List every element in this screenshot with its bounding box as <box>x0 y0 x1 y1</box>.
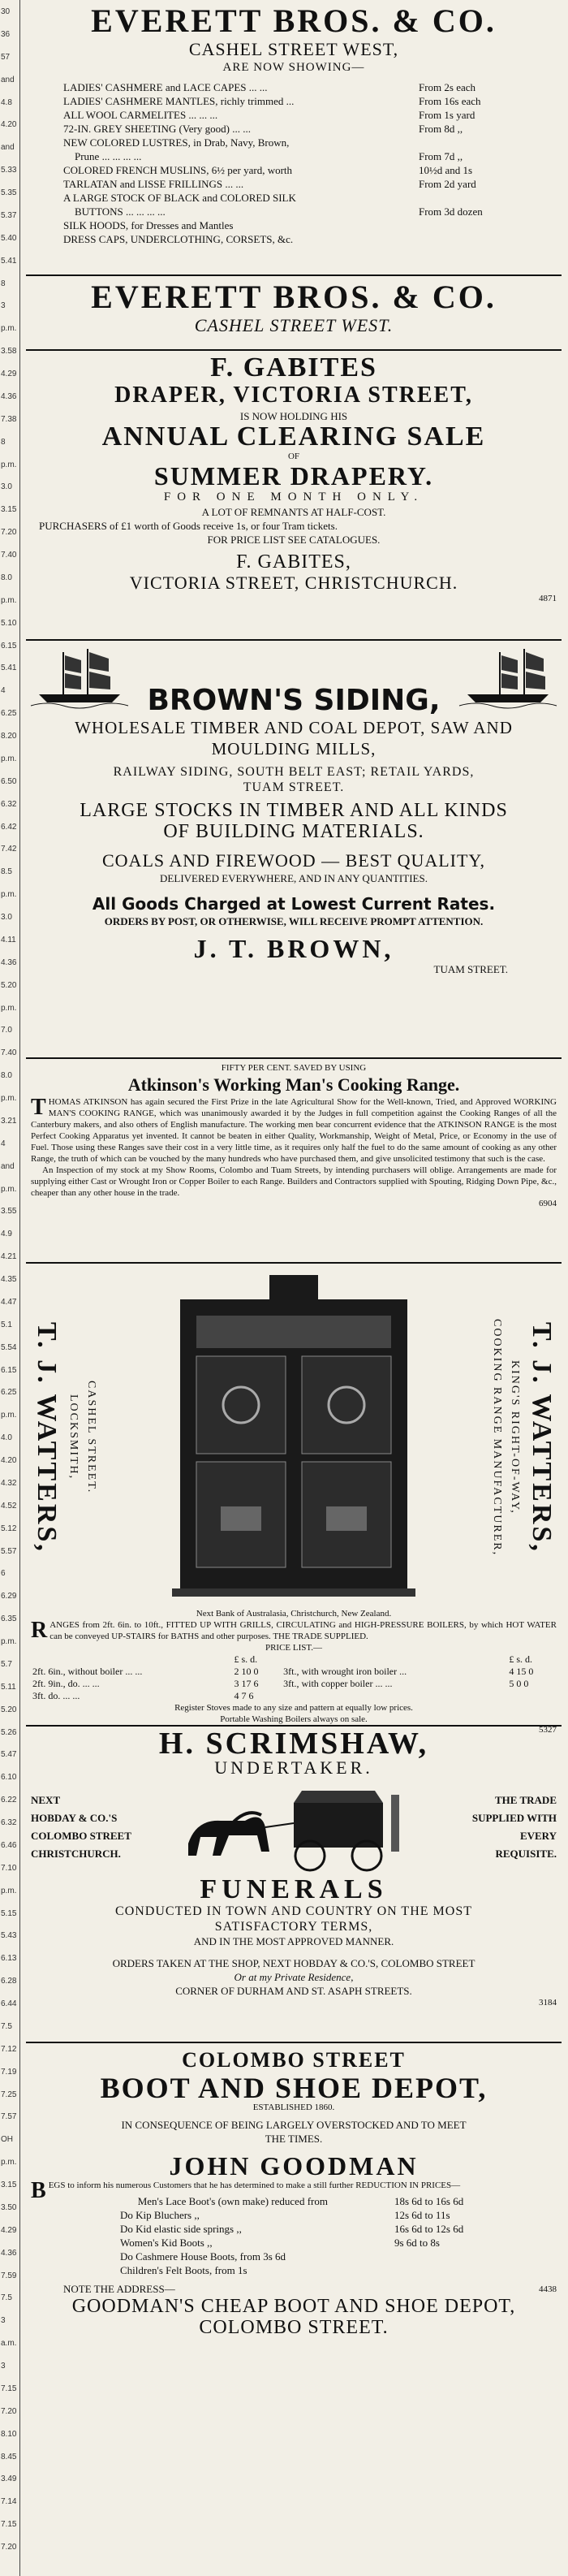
scrimshaw-left-line: COLOMBO STREET <box>31 1830 131 1842</box>
everett-item-row <box>31 177 557 191</box>
gutter-mark: 7.5 <box>1 2293 12 2302</box>
price-table-column-head: £ s. d. <box>509 1653 533 1665</box>
goodman-item-row <box>31 2263 557 2277</box>
gutter-mark: 7.15 <box>1 2520 17 2529</box>
goodman-item-price <box>394 2263 557 2277</box>
gutter-mark: 3.50 <box>1 2203 17 2212</box>
gutter-mark: 3 <box>1 2316 6 2325</box>
everett-item-price: From 2s each <box>419 81 476 93</box>
everett-item-row <box>31 136 557 149</box>
gutter-mark: p.m. <box>1 1094 17 1103</box>
gutter-mark: 5.1 <box>1 1320 12 1329</box>
goodman-price-list <box>31 2194 557 2277</box>
atkinson-advertisement <box>26 1059 562 1264</box>
goodman-item-row <box>49 2194 557 2208</box>
gutter-mark: 7.12 <box>1 2045 17 2054</box>
everett-item-row <box>31 163 557 177</box>
gutter-mark: 6.32 <box>1 1818 17 1827</box>
gutter-mark: 5.37 <box>1 211 17 220</box>
gutter-mark: 5.41 <box>1 663 17 672</box>
gutter-mark: 5.41 <box>1 257 17 266</box>
watters-left-street: CASHEL STREET. <box>85 1381 97 1494</box>
everett-item-row <box>31 191 557 205</box>
everett-item-label: COLORED FRENCH MUSLINS, 6½ per yard, worth <box>63 164 293 176</box>
gutter-mark: 4.20 <box>1 120 17 129</box>
gutter-mark: OH <box>1 2135 13 2144</box>
scrimshaw-right-line: REQUISITE. <box>495 1848 557 1860</box>
cooking-range-illustration-icon <box>172 1267 415 1600</box>
gutter-mark: 4.47 <box>1 1298 17 1307</box>
everett-item-label: LADIES' CASHMERE MANTLES, richly trimmed ... <box>63 95 295 107</box>
everett-item-row <box>31 232 557 246</box>
everett-item-label: NEW COLORED LUSTRES, in Drab, Navy, Brown, <box>63 136 290 149</box>
price-row-left-size: 2ft. 6in., without boiler ... ... <box>32 1666 143 1677</box>
everett-bros-advertisement <box>26 0 562 276</box>
gutter-mark: 3.49 <box>1 2474 17 2483</box>
goodman-item-row <box>31 2208 557 2222</box>
scrimshaw-right-line: THE TRADE <box>495 1794 557 1806</box>
gutter-mark: 3.55 <box>1 1207 17 1216</box>
watters-right-role: COOKING RANGE MANUFACTURER, <box>491 1318 503 1557</box>
everett-item-list <box>31 80 557 246</box>
gutter-mark: 5.12 <box>1 1524 17 1533</box>
gutter-mark: 7.42 <box>1 845 17 854</box>
gutter-mark: 7.0 <box>1 1026 12 1035</box>
everett-item-price: From 8d ,, <box>419 123 463 135</box>
watters-stove-panel <box>31 1267 557 1608</box>
gutter-mark: 5.15 <box>1 1909 17 1918</box>
goodman-item-label: Women's Kid Boots ,, <box>120 2237 213 2249</box>
gabites-purchasers: PURCHASERS of £1 worth of Goods receive 1s, or four Tram tickets. <box>39 520 338 532</box>
scrimshaw-role: UNDERTAKER. <box>214 1757 373 1778</box>
everett-item-price <box>419 232 557 246</box>
gutter-mark: 4.32 <box>1 1479 17 1488</box>
watters-note-register: Register Stoves made to any size and pattern at equally low prices. <box>174 1703 413 1713</box>
gutter-mark: 7.40 <box>1 551 17 560</box>
price-row-right-size: 3ft., with copper boiler ... ... <box>283 1678 393 1689</box>
everett-item-label: A LARGE STOCK OF BLACK and COLORED SILK <box>63 192 296 204</box>
scrimshaw-ref-number: 3184 <box>539 1998 557 2008</box>
price-row-right-price: 5 0 0 <box>509 1678 529 1689</box>
gutter-mark: 5.20 <box>1 1705 17 1714</box>
goodman-item-price: 9s 6d to 8s <box>394 2237 440 2249</box>
goodman-item-row <box>31 2222 557 2236</box>
browns-orders-line: ORDERS BY POST, OR OTHERWISE, WILL RECEIVE PROMPT ATTENTION. <box>104 915 484 927</box>
scrimshaw-right-line: EVERY <box>519 1830 557 1842</box>
everett-bros-footer <box>26 276 562 351</box>
everett-item-row <box>31 205 557 218</box>
watters-right-side <box>490 1267 557 1608</box>
gutter-mark: 3 <box>1 301 6 310</box>
gutter-mark: 6.13 <box>1 1954 17 1963</box>
gutter-mark: 4.35 <box>1 1275 17 1284</box>
gutter-mark: 4.36 <box>1 2249 17 2258</box>
gutter-mark: 7.40 <box>1 1048 17 1057</box>
gutter-mark: 8.0 <box>1 573 12 582</box>
everett-item-price: From 7d ,, <box>419 150 463 162</box>
gabites-signature-address: VICTORIA STREET, CHRISTCHURCH. <box>129 573 458 593</box>
browns-materials-line: OF BUILDING MATERIALS. <box>163 821 424 842</box>
gutter-mark: 4.36 <box>1 392 17 401</box>
gutter-mark: 4.29 <box>1 2226 17 2235</box>
gutter-mark: 8 <box>1 279 6 288</box>
gutter-mark: 8.20 <box>1 732 17 741</box>
price-row-left-size: 2ft. 9in., do. ... ... <box>32 1678 100 1689</box>
watters-price-table <box>31 1653 557 1702</box>
gutter-mark: 4 <box>1 1139 6 1148</box>
everett-footer-address: CASHEL STREET WEST. <box>194 315 394 335</box>
gutter-mark: p.m. <box>1 1185 17 1194</box>
watters-left-name: T. J. WATTERS, <box>32 1321 62 1554</box>
everett-item-label: DRESS CAPS, UNDERCLOTHING, CORSETS, &c. <box>63 233 294 245</box>
scrimshaw-name: H. SCRIMSHAW, <box>158 1727 429 1761</box>
gutter-mark: p.m. <box>1 596 17 605</box>
gutter-mark: p.m. <box>1 754 17 763</box>
gutter-mark: 7.20 <box>1 2407 17 2416</box>
watters-advertisement <box>26 1264 562 1735</box>
gutter-mark: 7.19 <box>1 2068 17 2077</box>
gutter-mark: 5.57 <box>1 1547 17 1556</box>
watters-right-name: T. J. WATTERS, <box>527 1321 557 1554</box>
everett-item-price: From 2d yard <box>419 178 476 190</box>
gabites-sale-title: ANNUAL CLEARING SALE <box>101 421 486 452</box>
gutter-mark: 36 <box>1 30 11 39</box>
price-table-header-row <box>31 1653 557 1666</box>
goodman-item-label: Children's Felt Boots, from 1s <box>120 2264 247 2276</box>
gutter-mark: 6.42 <box>1 823 17 832</box>
gutter-mark: p.m. <box>1 1411 17 1420</box>
browns-railway-line: RAILWAY SIDING, SOUTH BELT EAST; RETAIL YARDS, <box>113 765 475 779</box>
gutter-mark: 4.8 <box>1 98 12 107</box>
gutter-mark: p.m. <box>1 1004 17 1013</box>
scrimshaw-left-line: NEXT <box>31 1794 61 1806</box>
gutter-mark: 8.0 <box>1 1071 12 1080</box>
atkinson-body: THOMAS ATKINSON has again secured the First Prize in the late Agricultural Show for the Well-known, Tried, and Approved WORKING MAN'S COOKING RANGE, which was unanimously awarded it by the Judges in full competition against the Cooking Ranges of all the Canterbury makers, and also others of English manufacture. The working men bear concurrent evidence that the ATKINSON RANGE is the most Perfect Cooking Apparatus yet invented. It cannot be beaten in either Quality, Workmanship, Weight of Metal, Price, or Economy in the use of Fuel. Those using these Ranges save their cost in a very little time, as it requires only half the fuel to do the same amount of cooking as any other Range, the truth of which can be vouched by the many hundreds who have purchased them, and give unsolicited testimony that such is the case. <box>31 1095 557 1164</box>
gabites-signature-name: F. GABITES, <box>236 551 351 573</box>
gutter-mark: 3.0 <box>1 482 12 491</box>
goodman-name: JOHN GOODMAN <box>169 2151 419 2181</box>
gutter-mark: 6.25 <box>1 709 17 718</box>
scrimshaw-left-line: HOBDAY & CO.'S <box>31 1812 118 1824</box>
gutter-mark: 7.14 <box>1 2497 17 2506</box>
atkinson-heading: Atkinson's Working Man's Cooking Range. <box>127 1074 460 1095</box>
gutter-mark: 7.20 <box>1 2543 17 2552</box>
browns-stocks-line: LARGE STOCKS IN TIMBER AND ALL KINDS <box>80 800 508 821</box>
gabites-name: F. GABITES <box>210 352 377 383</box>
browns-charged-line: All Goods Charged at Lowest Current Rates. <box>92 894 496 914</box>
browns-siding-name: BROWN'S SIDING, <box>147 684 441 717</box>
price-table-row <box>31 1666 557 1678</box>
goodman-item-price: 18s 6d to 16s 6d <box>394 2195 464 2207</box>
browns-mills-line: MOULDING MILLS, <box>211 739 377 759</box>
gutter-mark: 5.7 <box>1 1660 12 1669</box>
gutter-mark: 5.11 <box>1 1683 16 1692</box>
gutter-mark: 4.29 <box>1 370 17 378</box>
watters-left-side <box>31 1267 97 1608</box>
gabites-summer-drapery: SUMMER DRAPERY. <box>153 461 434 491</box>
goodman-item-price: 12s 6d to 11s <box>394 2209 450 2221</box>
gabites-ref-number: 4871 <box>539 594 557 603</box>
scrimshaw-right-text <box>435 1792 557 1863</box>
goodman-ref-number: 4438 <box>539 2284 557 2294</box>
gutter-mark: 7.25 <box>1 2090 17 2099</box>
gabites-one-month: FOR ONE MONTH ONLY. <box>163 491 424 504</box>
gutter-mark: 6.35 <box>1 1614 17 1623</box>
gutter-mark: 3.15 <box>1 2181 17 2189</box>
goodman-note: NOTE THE ADDRESS— <box>63 2283 175 2295</box>
watters-left-role: LOCKSMITH, <box>67 1394 80 1480</box>
gutter-mark: 3.0 <box>1 913 12 922</box>
scrimshaw-funerals: FUNERALS <box>200 1874 388 1904</box>
gutter-mark: p.m. <box>1 890 17 899</box>
gutter-mark: and <box>1 76 15 84</box>
gutter-mark: p.m. <box>1 324 17 333</box>
everett-item-row <box>31 218 557 232</box>
goodman-colombo-street: COLOMBO STREET <box>182 2048 406 2072</box>
gutter-mark: 8 <box>1 438 6 447</box>
gutter-mark: 6 <box>1 1569 6 1578</box>
hearse-illustration-icon <box>172 1779 415 1876</box>
gabites-draper-line: DRAPER, VICTORIA STREET, <box>114 383 473 408</box>
gutter-mark: 57 <box>1 53 11 62</box>
scrimshaw-approved: AND IN THE MOST APPROVED MANNER. <box>193 1935 394 1947</box>
goodman-item-row <box>31 2250 557 2263</box>
goodman-advertisement <box>26 2043 562 2490</box>
watters-intro: RANGES from 2ft. 6in. to 10ft., FITTED UP WITH GRILLS, CIRCULATING and HIGH-PRESSURE BOILERS, by which HOT WATER can be conveyed UP-STAIRS for BATHS and other purposes. THE TRADE SUPPLIED. <box>31 1618 557 1643</box>
price-row-left-price: 3 17 6 <box>234 1678 259 1689</box>
everett-item-price <box>419 218 557 232</box>
goodman-times: THE TIMES. <box>265 2133 323 2145</box>
goodman-item-label: Do Kid elastic side springs ,, <box>120 2223 242 2235</box>
goodman-note-row <box>31 2282 557 2296</box>
gutter-mark: 5.47 <box>1 1750 17 1759</box>
gutter-mark: 4.20 <box>1 1456 17 1465</box>
watters-ref-number: 5327 <box>539 1725 557 1735</box>
everett-item-label: ALL WOOL CARMELITES ... ... ... <box>63 109 218 121</box>
gutter-mark: and <box>1 143 15 152</box>
gutter-mark: p.m. <box>1 460 17 469</box>
everett-item-label: LADIES' CASHMERE and LACE CAPES ... ... <box>63 81 268 93</box>
price-table-spacer <box>31 1653 233 1666</box>
gutter-mark: 7.38 <box>1 415 17 424</box>
watters-right-street: KING'S RIGHT-OF-WAY, <box>509 1360 521 1515</box>
price-row-left-size: 3ft. do. ... ... <box>32 1690 80 1701</box>
price-row-right-size <box>282 1690 507 1702</box>
atkinson-body-second: An Inspection of my stock at my Show Rooms, Colombo and Tuam Streets, by intending purchasers will oblige. Arrangements are made for supplying either Cast or Wrought Iron or Copper Boiler to each Range. Builders and Contractors supplied with Spouting, Ridging Down Pipe, &c., cheaper than any other house in the trade. <box>31 1165 557 1198</box>
gutter-mark: 4.0 <box>1 1433 12 1442</box>
scrimshaw-hearse-row <box>31 1779 557 1876</box>
gutter-mark: 6.29 <box>1 1592 17 1601</box>
gutter-mark: 30 <box>1 7 11 16</box>
gutter-mark: 6.46 <box>1 1841 17 1850</box>
gutter-mark: 3 <box>1 2362 6 2371</box>
scrimshaw-orders: ORDERS TAKEN AT THE SHOP, NEXT HOBDAY & CO.'S, COLOMBO STREET <box>112 1957 475 1969</box>
scrimshaw-left-line: CHRISTCHURCH. <box>31 1848 121 1860</box>
gutter-mark: 6.32 <box>1 800 17 809</box>
browns-coals-line: COALS AND FIREWOOD — BEST QUALITY, <box>102 850 485 871</box>
ship-illustration-icon <box>459 644 557 709</box>
goodman-footer-street: COLOMBO STREET. <box>199 2317 389 2338</box>
everett-heading: EVERETT BROS. & CO. <box>91 2 497 39</box>
scrimshaw-left-text <box>31 1792 153 1863</box>
everett-item-row <box>31 94 557 108</box>
everett-item-label: TARLATAN and LISSE FRILLINGS ... ... <box>63 178 244 190</box>
goodman-overstocked: IN CONSEQUENCE OF BEING LARGELY OVERSTOCKED AND TO MEET <box>121 2119 467 2131</box>
advertisement-column <box>26 0 562 2490</box>
gutter-mark: 4.36 <box>1 958 17 967</box>
gutter-mark: 3.21 <box>1 1117 17 1126</box>
browns-signature-name: J. T. BROWN, <box>193 934 394 963</box>
atkinson-top-line: FIFTY PER CENT. SAVED BY USING <box>221 1063 367 1073</box>
goodman-item-label: Do Cashmere House Boots, from 3s 6d <box>120 2250 286 2263</box>
gabites-of: OF <box>287 452 300 461</box>
gutter-mark: 7.10 <box>1 1864 17 1873</box>
price-row-right-price <box>507 1690 557 1702</box>
everett-item-price: From 16s each <box>419 95 481 107</box>
everett-item-price: From 3d dozen <box>419 205 483 218</box>
gutter-mark: p.m. <box>1 1637 17 1646</box>
browns-signature-address: TUAM STREET. <box>433 963 508 975</box>
gutter-mark: 4.9 <box>1 1230 12 1238</box>
everett-footer-name: EVERETT BROS. & CO. <box>91 279 497 315</box>
gutter-mark: 5.26 <box>1 1728 17 1737</box>
price-row-right-size: 3ft., with wrought iron boiler ... <box>283 1666 407 1677</box>
gutter-mark: 6.22 <box>1 1796 17 1804</box>
scrimshaw-terms: SATISFACTORY TERMS, <box>214 1920 373 1934</box>
goodman-footer-depot: GOODMAN'S CHEAP BOOT AND SHOE DEPOT, <box>71 2296 516 2317</box>
watters-location: Next Bank of Australasia, Christchurch, New Zealand. <box>196 1609 392 1619</box>
gutter-mark: 5.10 <box>1 619 17 628</box>
browns-siding-advertisement <box>26 641 562 1059</box>
everett-item-row <box>31 108 557 122</box>
everett-item-label: BUTTONS ... ... ... ... <box>75 205 166 218</box>
gutter-mark: 7.59 <box>1 2271 17 2280</box>
gutter-mark: 4.52 <box>1 1502 17 1511</box>
price-table-column-head: £ s. d. <box>234 1653 258 1665</box>
atkinson-ref-number: 6904 <box>539 1199 557 1208</box>
price-row-left-price: 4 7 6 <box>234 1690 254 1701</box>
browns-tuam-line: TUAM STREET. <box>243 780 345 794</box>
everett-item-price <box>419 136 557 149</box>
browns-delivered-line: DELIVERED EVERYWHERE, AND IN ANY QUANTITIES. <box>160 872 428 884</box>
price-row-left-price: 2 10 0 <box>234 1666 259 1677</box>
scrimshaw-residence: Or at my Private Residence, <box>234 1971 354 1983</box>
price-table-row <box>31 1690 557 1702</box>
price-row-right-price: 4 15 0 <box>509 1666 534 1677</box>
gutter-mark: 6.28 <box>1 1977 17 1986</box>
gutter-mark: 4.11 <box>1 936 16 944</box>
everett-item-row <box>31 80 557 94</box>
gutter-mark: 5.20 <box>1 981 17 990</box>
everett-item-row <box>31 122 557 136</box>
gutter-mark: 8.45 <box>1 2453 17 2461</box>
gutter-mark: 8.5 <box>1 867 12 876</box>
everett-item-row <box>31 149 557 163</box>
everett-item-price <box>419 191 557 205</box>
scrimshaw-conducted: CONDUCTED IN TOWN AND COUNTRY ON THE MOST <box>115 1904 472 1918</box>
gutter-mark: 3.15 <box>1 505 17 514</box>
gutter-mark: 7.20 <box>1 528 17 537</box>
browns-wholesale-line: WHOLESALE TIMBER AND COAL DEPOT, SAW AND <box>75 718 513 737</box>
gutter-mark: 3.58 <box>1 347 17 356</box>
everett-item-price: From 1s yard <box>419 109 475 121</box>
gutter-mark: 7.5 <box>1 2022 12 2031</box>
goodman-depot-title: BOOT AND SHOE DEPOT, <box>100 2072 488 2104</box>
everett-subheading: ARE NOW SHOWING— <box>222 61 365 74</box>
gutter-mark: 7.15 <box>1 2384 17 2393</box>
everett-item-label: 72-IN. GREY SHEETING (Very good) ... ... <box>63 123 251 135</box>
gabites-price-list: FOR PRICE LIST SEE CATALOGUES. <box>207 534 381 546</box>
gabites-remnants: A LOT OF REMNANTS AT HALF-COST. <box>201 506 386 518</box>
gutter-mark: 5.54 <box>1 1343 17 1352</box>
scrimshaw-right-line: SUPPLIED WITH <box>471 1812 557 1824</box>
goodman-intro: BEGS to inform his numerous Customers that he has determined to make a still further REDUCTION IN PRICES— <box>31 2178 461 2203</box>
goodman-item-row <box>31 2236 557 2250</box>
gutter-mark: 6.25 <box>1 1388 17 1397</box>
goodman-item-label: Men's Lace Boot's (own make) reduced from <box>137 2195 328 2207</box>
gutter-mark: 6.15 <box>1 642 17 650</box>
gutter-mark: a.m. <box>1 2339 17 2348</box>
gutter-mark: and <box>1 1162 15 1171</box>
watters-note-washing: Portable Washing Boilers always on sale. <box>220 1714 368 1724</box>
goodman-item-price: 16s 6d to 12s 6d <box>394 2223 464 2235</box>
gutter-mark: 5.33 <box>1 166 17 175</box>
gutter-mark: 5.35 <box>1 188 17 197</box>
gutter-mark: p.m. <box>1 1887 17 1895</box>
scrimshaw-corner: CORNER OF DURHAM AND ST. ASAPH STREETS. <box>175 1985 412 1997</box>
everett-item-price: 10½d and 1s <box>419 164 473 176</box>
watters-price-list-label: PRICE LIST.— <box>265 1643 323 1653</box>
gutter-mark: 5.40 <box>1 234 17 243</box>
gutter-mark: 7.57 <box>1 2112 17 2121</box>
everett-address: CASHEL STREET WEST, <box>188 39 399 59</box>
gutter-mark: 6.44 <box>1 1999 17 2008</box>
ship-illustration-icon <box>31 644 128 709</box>
goodman-established: ESTABLISHED 1860. <box>252 2103 335 2112</box>
adjacent-column-timetable-fragment <box>0 0 20 2576</box>
goodman-item-price <box>394 2250 557 2263</box>
price-table-row <box>31 1678 557 1690</box>
gutter-mark: p.m. <box>1 2158 17 2167</box>
gutter-mark: 6.50 <box>1 777 17 786</box>
gutter-mark: 5.43 <box>1 1931 17 1940</box>
gabites-holding-line: IS NOW HOLDING HIS <box>239 410 348 422</box>
everett-item-label: Prune ... ... ... ... <box>75 150 142 162</box>
scrimshaw-advertisement <box>26 1727 562 2043</box>
goodman-item-label: Do Kip Bluchers ,, <box>120 2209 200 2221</box>
gutter-mark: 4 <box>1 686 6 695</box>
gutter-mark: 8.10 <box>1 2430 17 2439</box>
gutter-mark: 6.10 <box>1 1773 17 1782</box>
gutter-mark: 4.21 <box>1 1252 17 1261</box>
everett-item-label: SILK HOODS, for Dresses and Mantles <box>63 219 234 231</box>
gabites-advertisement <box>26 351 562 641</box>
price-table-spacer <box>282 1653 507 1666</box>
gutter-mark: 6.15 <box>1 1366 17 1375</box>
